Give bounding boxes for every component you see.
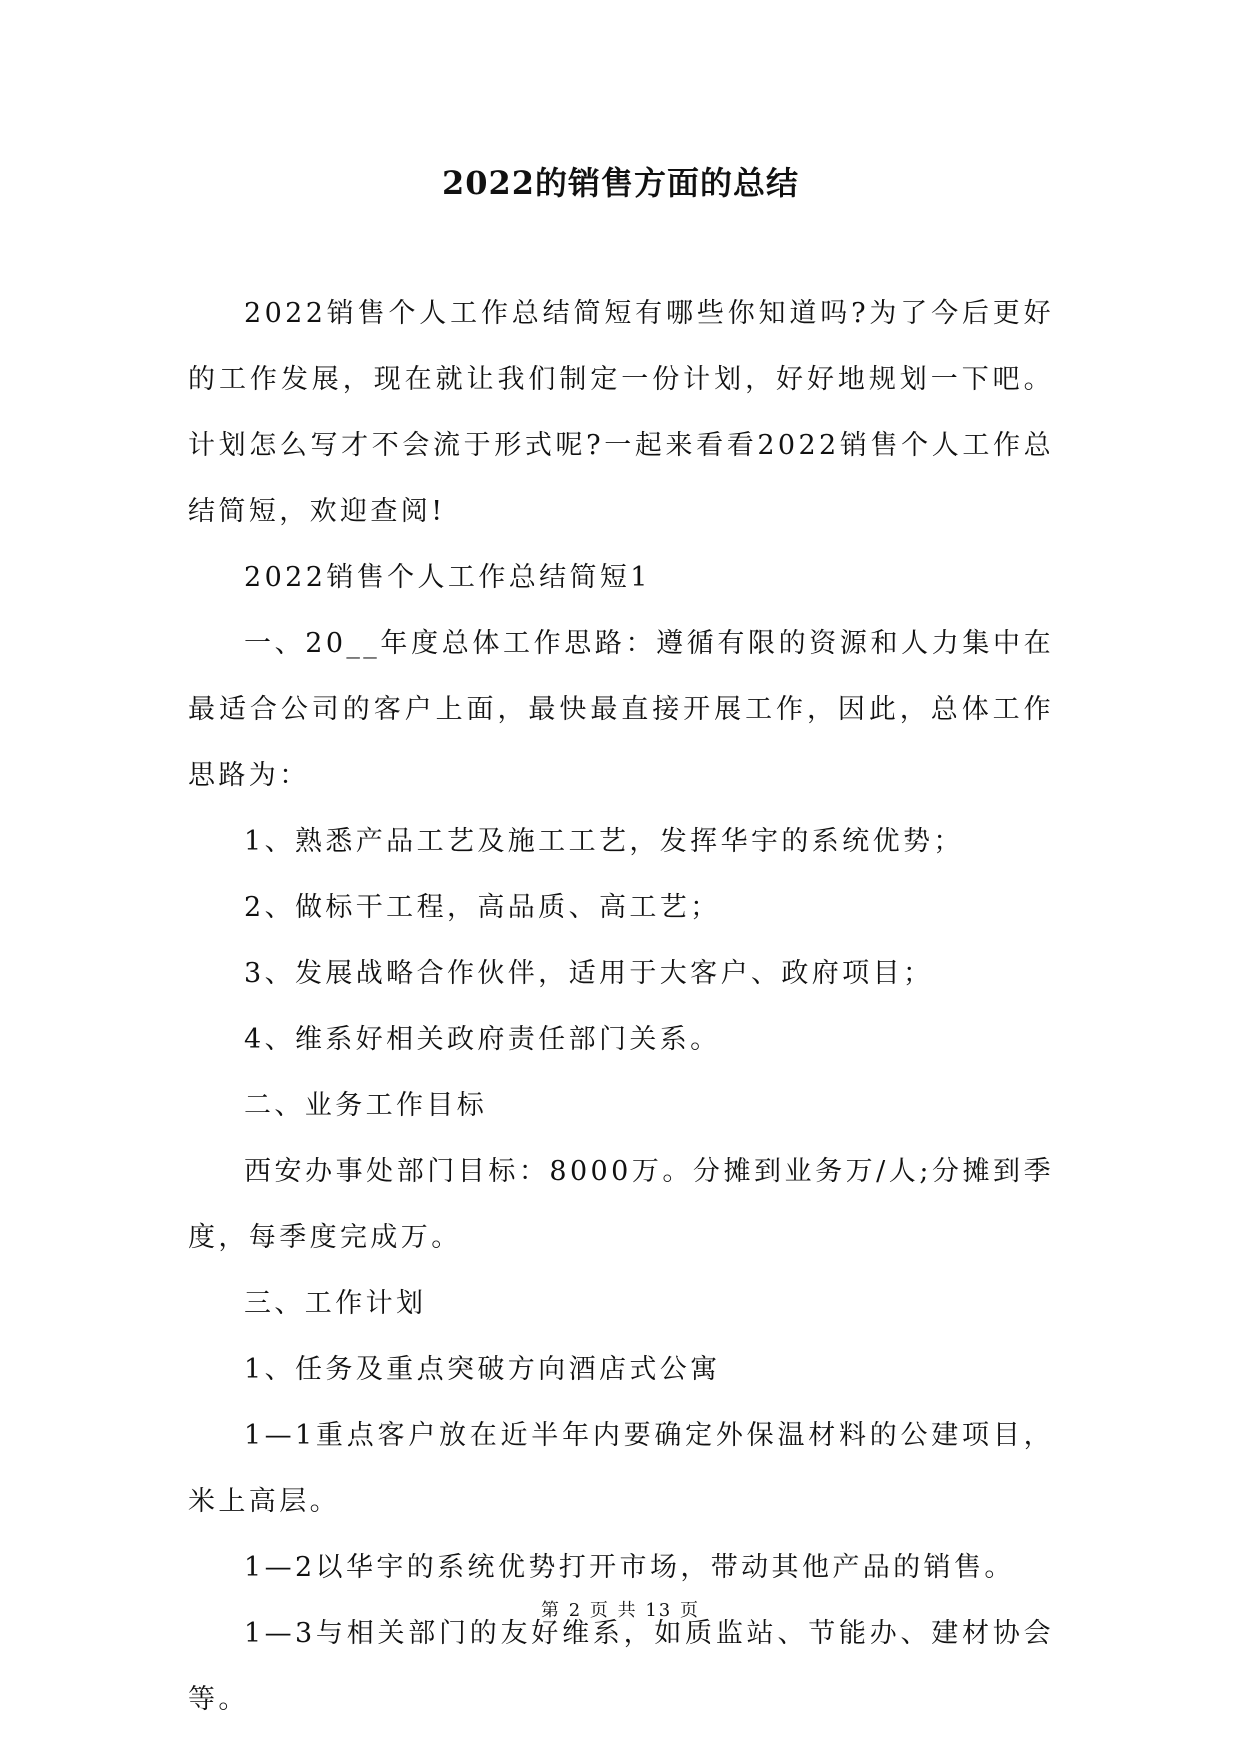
paragraph-list-item-1: 1、熟悉产品工艺及施工工艺，发挥华宇的系统优势； (244, 826, 964, 857)
paragraph-subtitle: 2022销售个人工作总结简短1 (244, 562, 651, 593)
paragraph-section-2: 二、业务工作目标 (244, 1090, 488, 1121)
paragraph-intro: 2022销售个人工作总结简短有哪些你知道吗?为了今后更好的工作发展，现在就让我们制定一份计划，好好地规划一下吧。计划怎么写才不会流于形式呢?一起来看看2022销售个人工作总结简短，欢迎查阅! (188, 298, 1054, 527)
paragraph-task-1: 1、任务及重点突破方向酒店式公寓 (244, 1354, 721, 1385)
paragraph-task-1-3: 1—3与相关部门的友好维系，如质监站、节能办、建材协会等。 (188, 1618, 1054, 1715)
paragraph-list-item-3: 3、发展战略合作伙伴，适用于大客户、政府项目； (244, 958, 934, 989)
paragraph-section-1: 一、20__年度总体工作思路：遵循有限的资源和人力集中在最适合公司的客户上面，最快最直接开展工作，因此，总体工作思路为： (188, 628, 1054, 791)
paragraph-section-3: 三、工作计划 (244, 1288, 427, 1319)
paragraph-task-1-1: 1—1重点客户放在近半年内要确定外保温材料的公建项目，米上高层。 (188, 1420, 1054, 1517)
paragraph-task-1-2: 1—2以华宇的系统优势打开市场，带动其他产品的销售。 (244, 1552, 1015, 1583)
paragraph-list-item-4: 4、维系好相关政府责任部门关系。 (244, 1024, 721, 1055)
paragraph-list-item-2: 2、做标干工程，高品质、高工艺； (244, 892, 721, 923)
page-number-footer: 第 2 页 共 13 页 (541, 1600, 700, 1621)
paragraph-goal: 西安办事处部门目标：8000万。分摊到业务万/人;分摊到季度，每季度完成万。 (188, 1156, 1054, 1253)
document-title: 2022的销售方面的总结 (441, 164, 800, 202)
document-body (188, 281, 1054, 1733)
